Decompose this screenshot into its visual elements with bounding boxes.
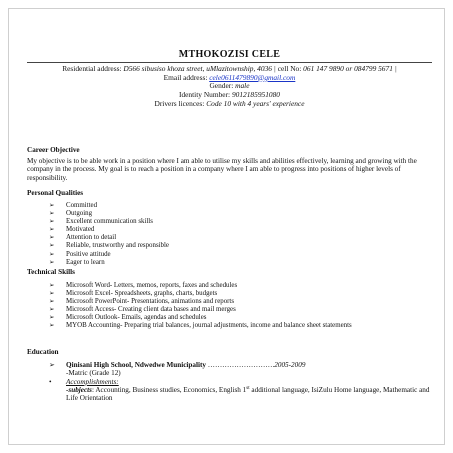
gender-value: male (235, 81, 250, 91)
arrow-bullet-icon: ➢ (49, 361, 56, 369)
id-label: Identity Number: (178, 90, 231, 100)
list-item (49, 282, 432, 290)
email-label: Email address: (163, 72, 208, 82)
list-item-text: Positive attitude (66, 250, 111, 258)
list-item-text: Eager to learn (66, 258, 105, 266)
list-item (49, 322, 432, 330)
list-item (49, 218, 432, 226)
matric-text: -Matric (Grade 12) (66, 369, 121, 378)
subjects-row (49, 386, 432, 403)
list-item (49, 251, 432, 259)
list-item (49, 210, 432, 218)
address-label: Residential address: (62, 64, 122, 73)
list-item-text: Excellent communication skills (66, 218, 153, 226)
subjects-text-a: : Accounting, Business studies, Economics, English 1 (91, 385, 247, 394)
list-item-text: Reliable, trustworthy and responsible (66, 242, 169, 250)
list-item (49, 298, 432, 306)
subjects-label: -subjects (66, 385, 92, 394)
school-dots: ………………………. (207, 361, 275, 369)
list-item-text: Motivated (66, 226, 95, 234)
personal-qualities-heading: Personal Qualities (27, 189, 84, 197)
arrow-bullet-icon: ➢ (49, 218, 55, 226)
list-item-text: Microsoft Outlook- Emails, agendas and schedules (66, 314, 207, 322)
resume-page (8, 8, 445, 445)
candidate-name: MTHOKOZISI CELE (178, 49, 281, 60)
school-years: 2005-2009 (274, 361, 306, 369)
email-link[interactable]: cele0611479890@gmail.com (209, 72, 296, 82)
list-item-text: Attention to detail (66, 234, 117, 242)
arrow-bullet-icon: ➢ (49, 250, 55, 258)
education-heading: Education (27, 348, 59, 356)
career-objective-text: My objective is to be able work in a position where I am able to utilise my skills and abilities effectively, learning and growing with the company in the process. My goal is to reach a position in a company where I am able to progress into positions of higher levels of responsibility. (27, 157, 417, 182)
arrow-bullet-icon: ➢ (49, 298, 55, 306)
list-item (49, 234, 432, 242)
subjects-text-b: additional language, IsiZulu Home language, Mathematic and Life Orientation (66, 385, 430, 403)
technical-skills-list (49, 282, 432, 331)
list-item-text: Outgoing (66, 210, 93, 218)
arrow-bullet-icon: ➢ (49, 290, 55, 298)
list-item (49, 202, 432, 210)
arrow-bullet-icon: ➢ (49, 282, 55, 289)
list-item (49, 259, 432, 267)
arrow-bullet-icon: ➢ (49, 226, 55, 234)
address-value: D566 sibusiso khoza street, uMlazitownship, 4036 | (123, 64, 276, 73)
subjects-superscript: st (246, 385, 250, 391)
header-divider (27, 62, 432, 63)
list-item (49, 290, 432, 298)
list-item-text: Microsoft Access- Creating client data bases and mail merges (66, 306, 236, 314)
list-item (49, 306, 432, 314)
list-item (49, 314, 432, 322)
arrow-bullet-icon: ➢ (49, 234, 55, 242)
arrow-bullet-icon: ➢ (49, 202, 55, 209)
licence-label: Drivers licences: (154, 98, 205, 108)
personal-qualities-list (49, 202, 432, 267)
list-item-text: Committed (66, 202, 98, 209)
cell-value: 061 147 9890 or 084799 5671 | (303, 64, 397, 73)
list-item-text: Microsoft PowerPoint- Presentations, animations and reports (66, 298, 235, 306)
licence-value: Code 10 with 4 years' experience (206, 98, 305, 108)
list-item (49, 242, 432, 250)
list-item-text: Microsoft Word- Letters, memos, reports, faxes and schedules (66, 282, 238, 289)
accomplishments-label: Accomplishments: (66, 377, 119, 386)
education-block (49, 361, 432, 402)
id-value: 9012185951080 (231, 90, 280, 100)
technical-skills-heading: Technical Skills (27, 268, 75, 276)
school-name: Qinisani High School, Ndwedwe Municipality (66, 361, 206, 369)
matric-row (49, 369, 432, 377)
list-item-text: Microsoft Excel- Spreadsheets, graphs, charts, budgets (66, 290, 218, 298)
arrow-bullet-icon: ➢ (49, 306, 55, 314)
contact-block (27, 65, 432, 109)
arrow-bullet-icon: ➢ (49, 258, 55, 266)
accomplishments-row (49, 378, 432, 386)
gender-label: Gender: (209, 81, 234, 91)
career-objective-heading: Career Objective (27, 146, 80, 154)
arrow-bullet-icon: ➢ (49, 210, 55, 218)
list-item (49, 226, 432, 234)
cell-label: cell No: (277, 64, 302, 73)
arrow-bullet-icon: ➢ (49, 322, 55, 330)
dot-bullet-icon: • (49, 377, 52, 386)
arrow-bullet-icon: ➢ (49, 314, 55, 322)
school-row (49, 361, 432, 369)
arrow-bullet-icon: ➢ (49, 242, 55, 250)
list-item-text: MYOB Accounting- Preparing trial balances, journal adjustments, income and balance sheet statements (66, 322, 352, 330)
licence-line (27, 100, 432, 109)
